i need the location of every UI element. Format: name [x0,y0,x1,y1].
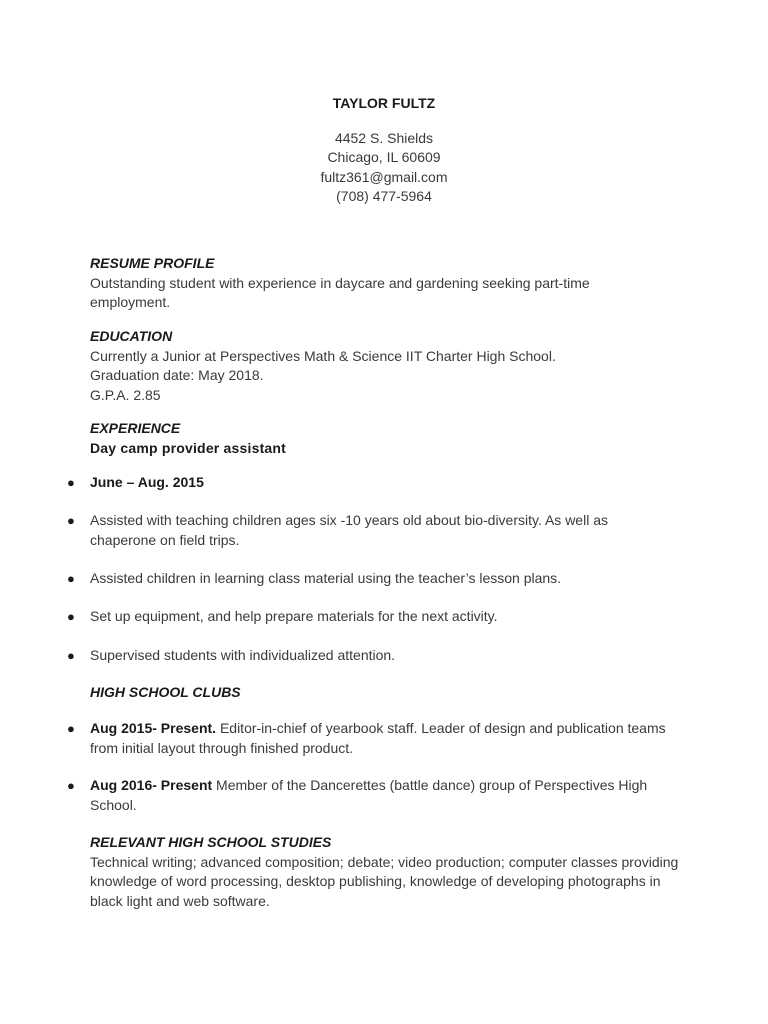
experience-bullet: Set up equipment, and help prepare materials for the next activity. [90,608,498,624]
section-title-clubs: HIGH SCHOOL CLUBS [90,684,241,700]
address-line-2: Chicago, IL 60609 [327,149,441,165]
club-dates: Aug 2016- Present [90,777,213,793]
bullet-icon: ● [67,513,75,528]
section-title-profile: RESUME PROFILE [90,255,215,271]
email: fultz361@gmail.com [320,168,448,185]
experience-bullet: Assisted with teaching children ages six -10 years old about bio-diversity. As well as chaperone on field trips. [90,512,608,548]
club-text: Editor-in-chief of yearbook staff. Leader of design and publication teams from initial layout through finished product. [90,720,666,756]
education-line-2: Graduation date: May 2018. [90,367,264,383]
club-text: Member of the Dancerettes (battle dance) group of Perspectives High School. [90,777,648,813]
job-role: Day camp provider assistant [90,439,287,456]
candidate-name: TAYLOR FULTZ [332,95,436,111]
studies-section [90,833,680,911]
experience-section [90,419,690,458]
bullet-icon: ● [67,778,75,793]
job-dates: June – Aug. 2015 [90,474,204,490]
studies-text: Technical writing; advanced composition; debate; video production; computer classes providing knowledge of word processing, desktop publishing, knowledge of developing photographs in black light and web software. [90,853,679,909]
section-title-education: EDUCATION [90,328,173,344]
club-dates: Aug 2015- Present. [90,720,217,736]
bullet-icon: ● [67,571,75,586]
phone: (708) 477-5964 [336,188,432,204]
bullet-icon: ● [67,721,75,736]
experience-bullet: Supervised students with individualized attention. [90,647,396,663]
experience-bullet: Assisted children in learning class material using the teacher’s lesson plans. [90,570,562,586]
section-title-studies: RELEVANT HIGH SCHOOL STUDIES [90,834,332,850]
bullet-icon: ● [67,648,75,663]
profile-text: Outstanding student with experience in daycare and gardening seeking part-time employment. [90,274,590,310]
section-title-experience: EXPERIENCE [90,420,181,436]
bullet-icon: ● [67,609,75,624]
contact-header [0,94,768,207]
address-line-1: 4452 S. Shields [334,129,434,146]
profile-section [90,254,690,313]
education-line-1: Currently a Junior at Perspectives Math & Science IIT Charter High School. [90,347,556,364]
education-section [90,327,690,405]
clubs-section [90,683,690,703]
education-line-3: G.P.A. 2.85 [90,386,161,403]
bullet-icon: ● [67,475,75,490]
